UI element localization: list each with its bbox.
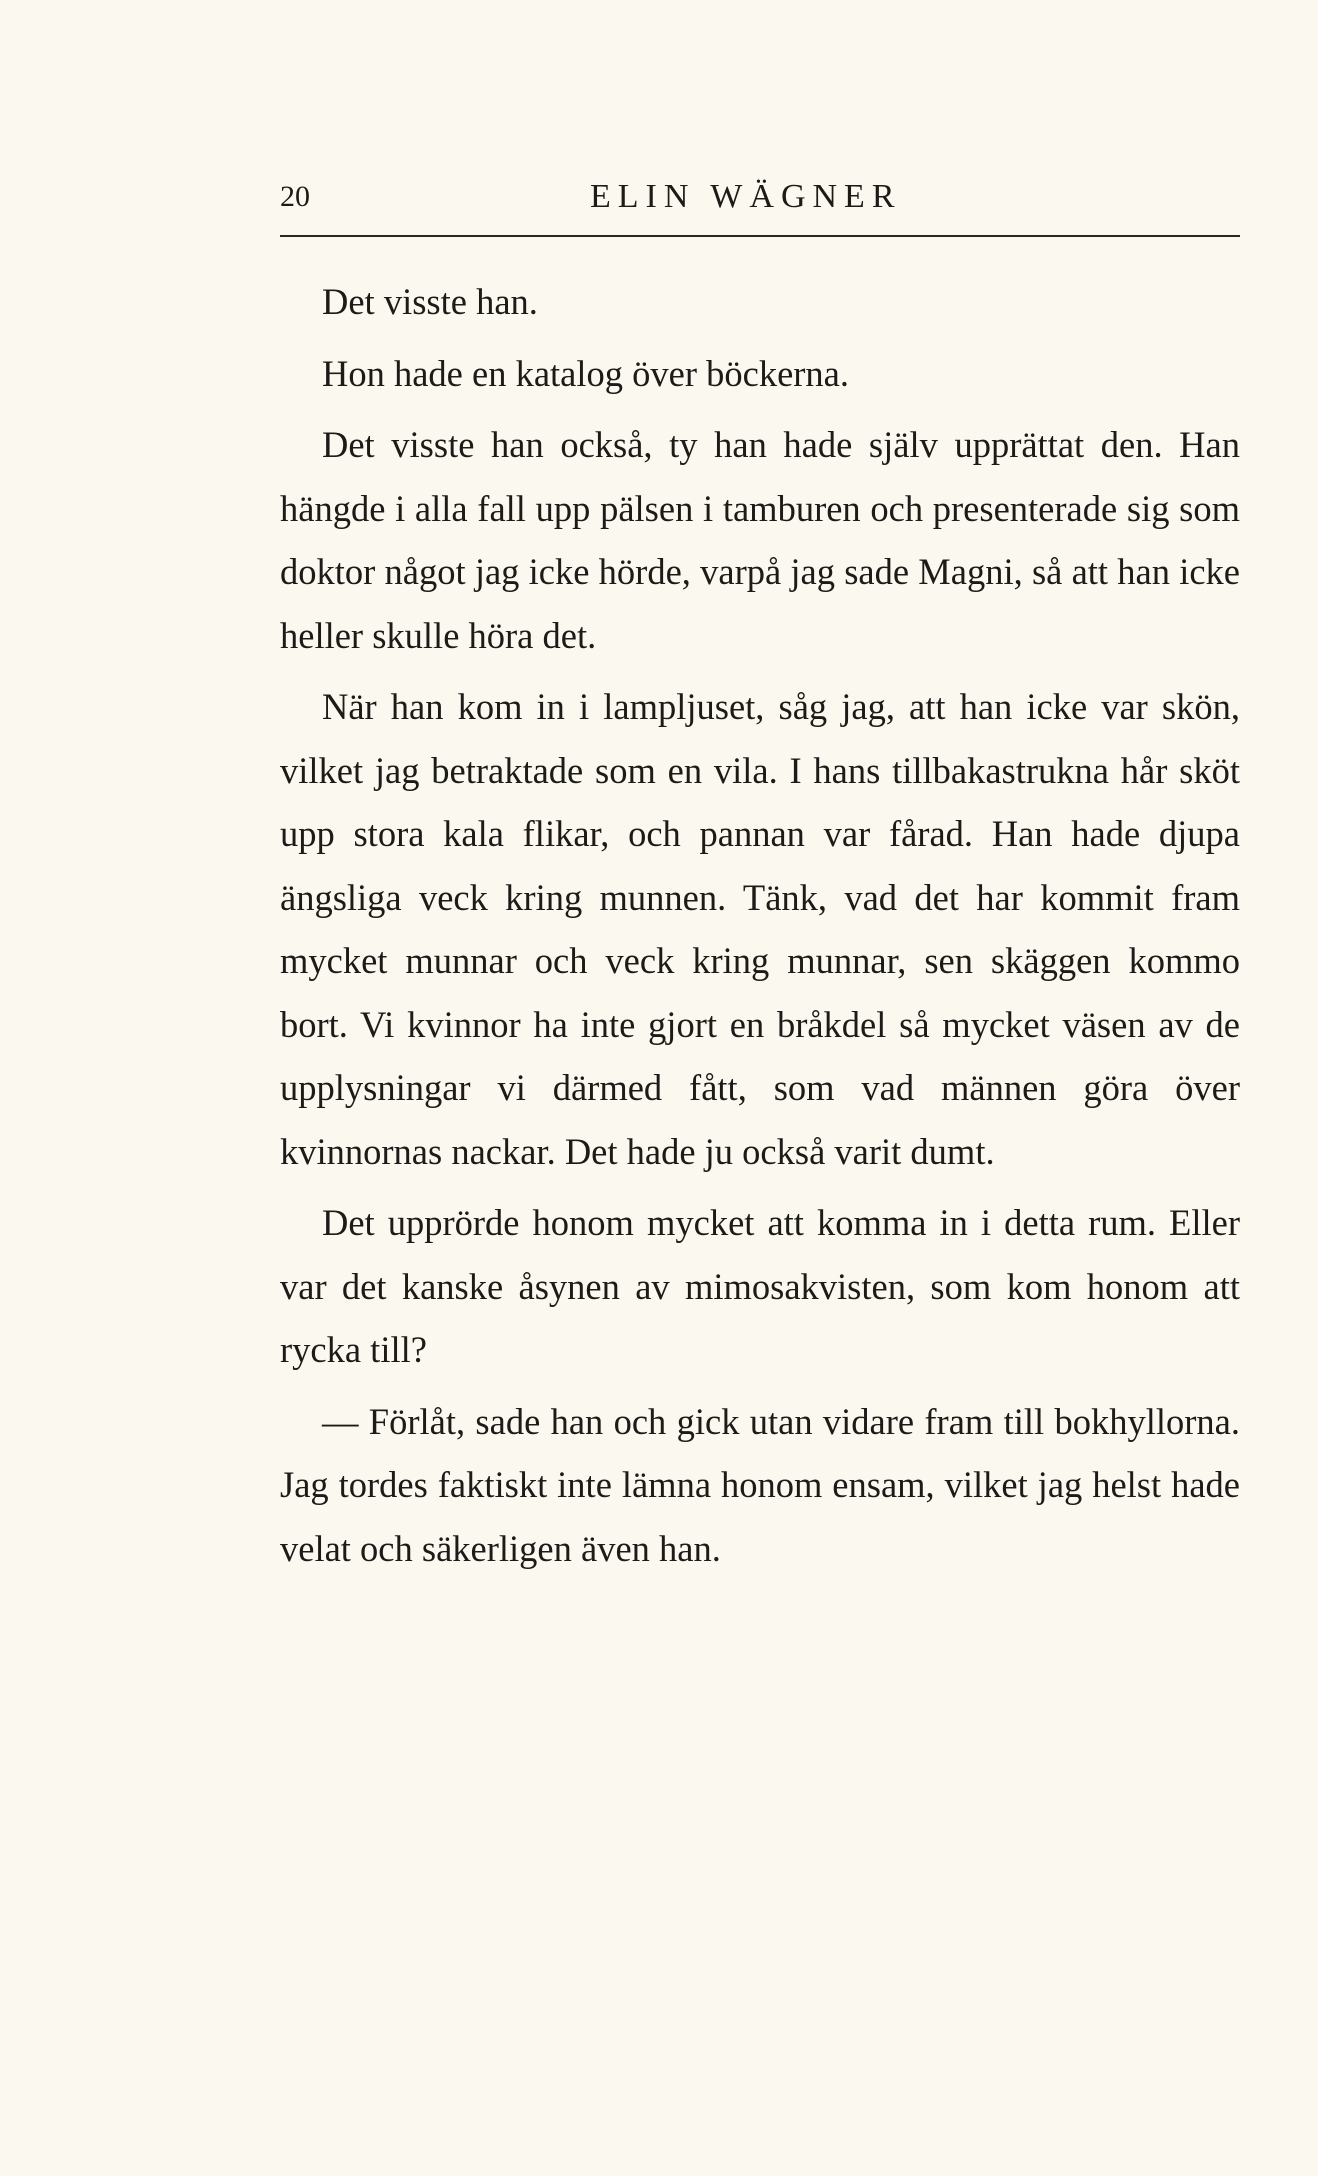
- paragraph: Det upprörde honom mycket att komma in i detta rum. Eller var det kanske åsynen av mimosakvisten, som kom honom att rycka till?: [280, 1202, 1240, 1370]
- page-header: [280, 172, 1238, 232]
- paragraph: Det visste han också, ty han hade själv upprättat den. Han hängde i alla fall upp pälsen i tamburen och presenterade sig som doktor något jag icke hörde, varpå jag sade Magni, så att han icke heller skulle höra det.: [280, 424, 1240, 656]
- paragraph: Hon hade en katalog över böckerna.: [322, 352, 850, 394]
- running-head: ELIN WÄGNER: [590, 178, 902, 215]
- paragraph: När han kom in i lampljuset, såg jag, att han icke var skön, vilket jag betraktade som en vila. I hans tillbakastrukna hår sköt upp stora kala flikar, och pannan var fårad. Han hade djupa ängsliga veck kring munnen. Tänk, vad det har kommit fram mycket munnar och veck kring munnar, sen skäggen kommo bort. Vi kvinnor ha inte gjort en bråkdel så mycket väsen av de upplysningar vi därmed fått, som vad männen göra över kvinnornas nackar. Det hade ju också varit dumt.: [280, 686, 1240, 1172]
- body-text: [280, 270, 1240, 1588]
- paragraph: — Förlåt, sade han och gick utan vidare fram till bokhyllorna. Jag tordes faktiskt inte lämna honom ensam, vilket jag helst hade velat och säkerligen även han.: [280, 1400, 1240, 1569]
- header-rule: [280, 235, 1240, 237]
- page-number: 20: [280, 180, 310, 213]
- paragraph: Det visste han.: [322, 281, 538, 322]
